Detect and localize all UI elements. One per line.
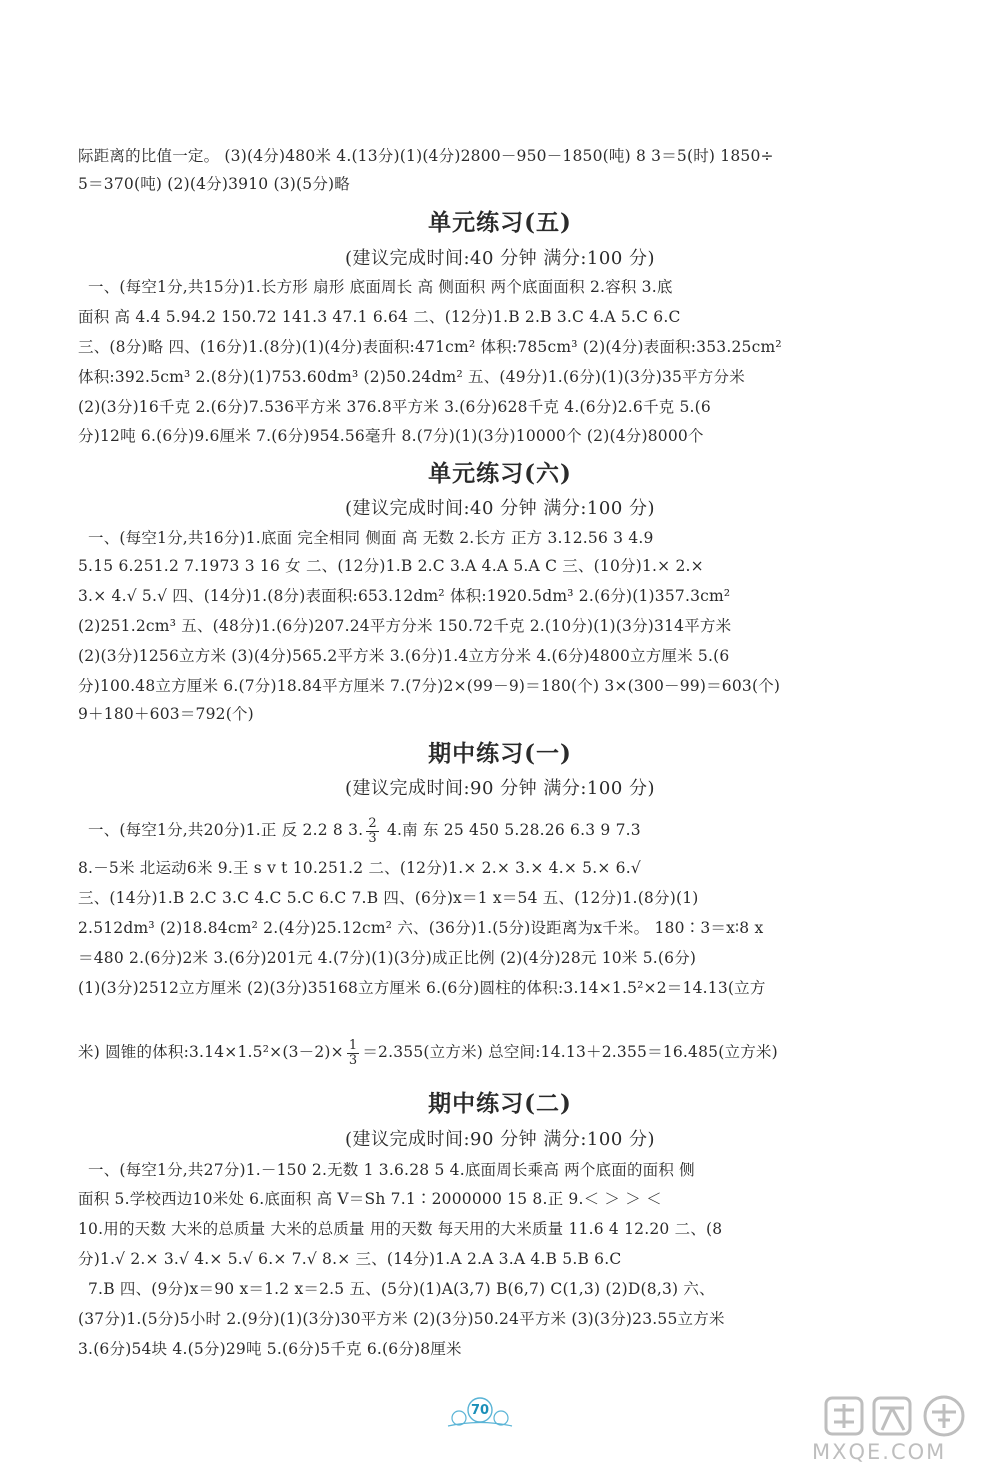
text-line: (2)251.2cm³ 五、(48分)1.(6分)207.24平方分米 150.72千克 2.(10分)(1)(3分)314平方米 [78, 617, 732, 635]
text-line: 分)100.48立方厘米 6.(7分)18.84平方厘米 7.(7分)2×(99－9)＝180(个) 3×(300－99)＝603(个) [78, 677, 781, 695]
fraction-numerator: 2 [368, 815, 377, 831]
fraction [347, 1039, 359, 1068]
text-line: (2)(3分)16千克 2.(6分)7.536平方米 376.8平方米 3.(6分)628千克 4.(6分)2.6千克 5.(6 [78, 398, 711, 416]
text-segment: 米) 圆锥的体积:3.14×1.5²×(3－2)× [78, 1043, 344, 1061]
section-subtitle: (建议完成时间:90 分钟 满分:100 分) [344, 1129, 656, 1150]
text-line: 5＝370(吨) (2)(4分)3910 (3)(5分)略 [78, 175, 350, 193]
text-line: ＝480 2.(6分)2米 3.(6分)201元 4.(7分)(1)(3分)成正比例 (2)(4分)28元 10米 5.(6分) [78, 949, 697, 967]
text-line: 3.× 4.√ 5.√ 四、(14分)1.(8分)表面积:653.12dm² 体积:1920.5dm³ 2.(6分)(1)357.3cm² [78, 587, 731, 605]
text-line [88, 812, 928, 848]
text-line: 际距离的比值一定。 (3)(4分)480米 4.(13分)(1)(4分)2800－950－1850(吨) 8 3＝5(时) 1850÷ [78, 147, 774, 165]
fraction-numerator: 1 [348, 1037, 358, 1053]
watermark [782, 1392, 992, 1470]
page-number: 70 [470, 1403, 490, 1418]
section-subtitle: (建议完成时间:40 分钟 满分:100 分) [344, 498, 656, 519]
section-subtitle: (建议完成时间:90 分钟 满分:100 分) [344, 778, 656, 799]
text-segment: 一、(每空1分,共20分)1.正 反 2.2 8 3. [88, 821, 364, 839]
text-line: 一、(每空1分,共15分)1.长方形 扇形 底面周长 高 侧面积 两个底面面积 2.容积 3.底 [88, 278, 673, 296]
watermark-logo-icon [822, 1392, 982, 1440]
fraction-denominator: 3 [348, 1052, 358, 1068]
text-line [78, 1034, 918, 1070]
text-line: 三、(8分)略 四、(16分)1.(8分)(1)(4分)表面积:471cm² 体积:785cm³ (2)(4分)表面积:353.25cm² [78, 338, 782, 356]
text-line: (2)(3分)1256立方米 (3)(4分)565.2平方米 3.(6分)1.4立方分米 4.(6分)4800立方厘米 5.(6 [78, 647, 730, 665]
text-line: 5.15 6.251.2 7.1973 3 16 女 二、(12分)1.B 2.C 3.A 4.A 5.A C 三、(10分)1.× 2.× [78, 557, 704, 575]
text-line: 10.用的天数 大米的总质量 大米的总质量 用的天数 每天用的大米质量 11.6 4 12.20 二、(8 [78, 1220, 723, 1238]
text-line: 7.B 四、(9分)x＝90 x＝1.2 x＝2.5 五、(5分)(1)A(3,7) B(6,7) C(1,3) (2)D(8,3) 六、 [88, 1280, 715, 1298]
section-subtitle: (建议完成时间:40 分钟 满分:100 分) [344, 248, 656, 269]
text-line: 体积:392.5cm³ 2.(8分)(1)753.60dm³ (2)50.24dm² 五、(49分)1.(6分)(1)(3分)35平方分米 [78, 368, 745, 386]
text-line: (37分)1.(5分)5小时 2.(9分)(1)(3分)30平方米 (2)(3分)50.24平方米 (3)(3分)23.55立方米 [78, 1310, 725, 1328]
text-line: 面积 5.学校西边10米处 6.底面积 高 V＝Sh 7.1∶2000000 15 8.正 9.＜ ＞ ＞ ＜ [78, 1190, 662, 1208]
text-line: 面积 高 4.4 5.94.2 150.72 141.3 47.1 6.64 二、(12分)1.B 2.B 3.C 4.A 5.C 6.C [78, 308, 681, 326]
text-line: 一、(每空1分,共27分)1.－150 2.无数 1 3.6.28 5 4.底面周长乘高 两个底面的面积 侧 [88, 1161, 695, 1179]
text-line: 三、(14分)1.B 2.C 3.C 4.C 5.C 6.C 7.B 四、(6分)x＝1 x＝54 五、(12分)1.(8分)(1) [78, 889, 699, 907]
section-title: 期中练习(二) [428, 1090, 572, 1117]
text-line: 2.512dm³ (2)18.84cm² 2.(4分)25.12cm² 六、(36分)1.(5分)设距离为x千米。 180∶3＝x∶8 x [78, 919, 764, 937]
text-line: 3.(6分)54块 4.(5分)29吨 5.(6分)5千克 6.(6分)8厘米 [78, 1340, 462, 1358]
text-line: 分)1.√ 2.× 3.√ 4.× 5.√ 6.× 7.√ 8.× 三、(14分)1.A 2.A 3.A 4.B 5.B 6.C [78, 1250, 622, 1268]
watermark-text: MXQE.COM [812, 1440, 947, 1464]
text-segment: ＝2.355(立方米) 总空间:14.13＋2.355＝16.485(立方米) [362, 1043, 778, 1061]
text-line: (1)(3分)2512立方厘米 (2)(3分)35168立方厘米 6.(6分)圆柱的体积:3.14×1.5²×2＝14.13(立方 [78, 979, 766, 997]
text-line: 8.－5米 北运动6米 9.王 s v t 10.251.2 二、(12分)1.× 2.× 3.× 4.× 5.× 6.√ [78, 859, 641, 877]
text-line: 分)12吨 6.(6分)9.6厘米 7.(6分)954.56毫升 8.(7分)(1)(3分)10000个 (2)(4分)8000个 [78, 427, 704, 445]
section-title: 单元练习(六) [428, 460, 572, 487]
fraction [366, 817, 378, 846]
text-line: 一、(每空1分,共16分)1.底面 完全相同 侧面 高 无数 2.长方 正方 3.12.56 3 4.9 [88, 529, 654, 547]
page-number-badge [440, 1395, 520, 1429]
fraction-denominator: 3 [368, 830, 377, 846]
section-title: 期中练习(一) [428, 740, 572, 767]
text-segment: 4.南 东 25 450 5.28.26 6.3 9 7.3 [381, 821, 641, 839]
text-line: 9＋180＋603＝792(个) [78, 705, 254, 723]
section-title: 单元练习(五) [428, 209, 572, 236]
